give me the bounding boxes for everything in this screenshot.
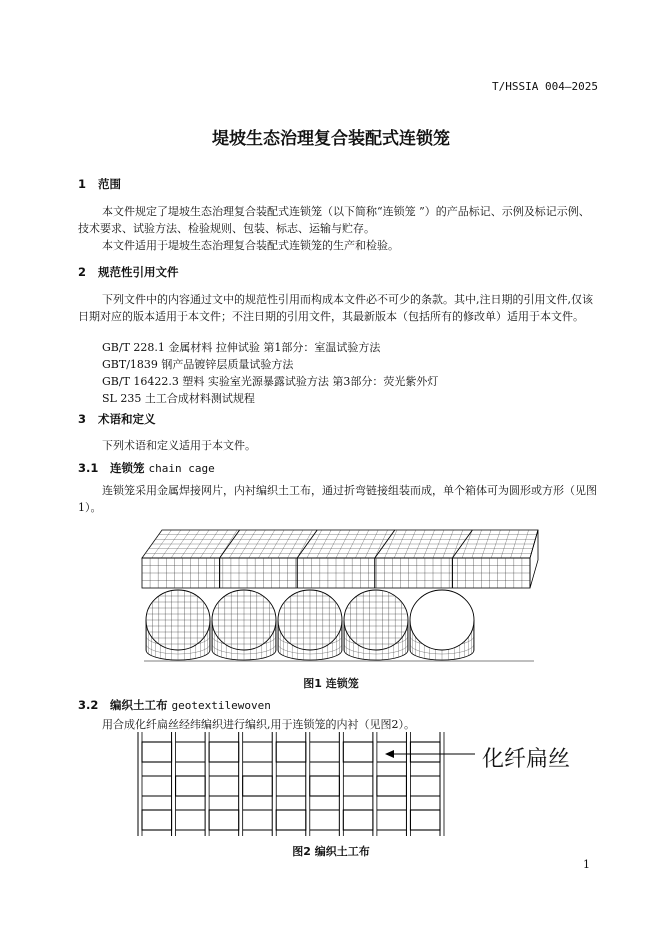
section-1-paragraph-2: 本文件适用于堤坡生态治理复合装配式连锁笼的生产和检验。 — [102, 239, 399, 252]
term-3-2-definition: 用合成化纤扁丝经纬编织进行编织,用于连锁笼的内衬（见图2）。 — [102, 718, 415, 731]
term-zh: 编织土工布 — [110, 698, 168, 712]
fig2-label: 化纤扁丝 — [482, 747, 571, 772]
term-3-2-heading — [78, 697, 271, 713]
term-number: 3.1 — [78, 461, 99, 475]
term-3-1-heading — [78, 460, 215, 476]
arrow-head-icon — [385, 750, 394, 758]
section-3-paragraph: 下列术语和定义适用于本文件。 — [102, 439, 256, 452]
page-number: 1 — [583, 858, 590, 871]
term-en: chain cage — [148, 462, 215, 475]
section-title: 范围 — [98, 177, 121, 191]
section-number: 3 — [78, 412, 87, 426]
reference-item: GBT/1839 钢产品镀锌层质量试验方法 — [102, 358, 294, 371]
reference-item: SL 235 土工合成材料测试规程 — [102, 392, 255, 405]
figure-2-woven-geotextile-drawing — [130, 732, 580, 836]
document-code: T/HSSIA 004—2025 — [492, 80, 598, 93]
term-zh: 连锁笼 — [110, 461, 145, 475]
section-title: 规范性引用文件 — [98, 265, 179, 279]
section-2-paragraph: 下列文件中的内容通过文中的规范性引用而构成本文件必不可少的条款。其中,注日期的引用文件,仅该日期对应的版本适用于本文件；不注日期的引用文件，其最新版本（包括所有的修改单）适用于本文件。 — [78, 293, 593, 323]
term-3-1-definition: 连锁笼采用金属焊接网片，内衬编织土工布，通过折弯链接组装而成，单个箱体可为圆形或方形（见图1）。 — [78, 484, 597, 514]
figure-1-chain-cage-drawing — [134, 520, 546, 666]
reference-item: GB/T 228.1 金属材料 拉伸试验 第1部分：室温试验方法 — [102, 341, 381, 354]
section-number: 1 — [78, 177, 87, 191]
section-1-paragraph-1: 本文件规定了堤坡生态治理复合装配式连锁笼（以下简称“连锁笼 ”）的产品标记、示例及标记示例、技术要求、试验方法、检验规则、包装、标志、运输与贮存。 — [78, 205, 590, 235]
term-number: 3.2 — [78, 698, 99, 712]
woven-geotextile-pattern — [138, 732, 444, 836]
section-number: 2 — [78, 265, 87, 279]
section-3-heading — [78, 411, 156, 427]
term-en: geotextilewoven — [171, 699, 271, 712]
figure-1-caption: 图1 连锁笼 — [303, 677, 359, 690]
section-2-heading — [78, 264, 179, 280]
document-title: 堤坡生态治理复合装配式连锁笼 — [212, 129, 450, 149]
reference-item: GB/T 16422.3 塑料 实验室光源暴露试验方法 第3部分：荧光紫外灯 — [102, 375, 439, 388]
figure-2-caption: 图2 编织土工布 — [292, 845, 370, 858]
section-1-heading — [78, 176, 121, 192]
section-title: 术语和定义 — [98, 412, 156, 426]
